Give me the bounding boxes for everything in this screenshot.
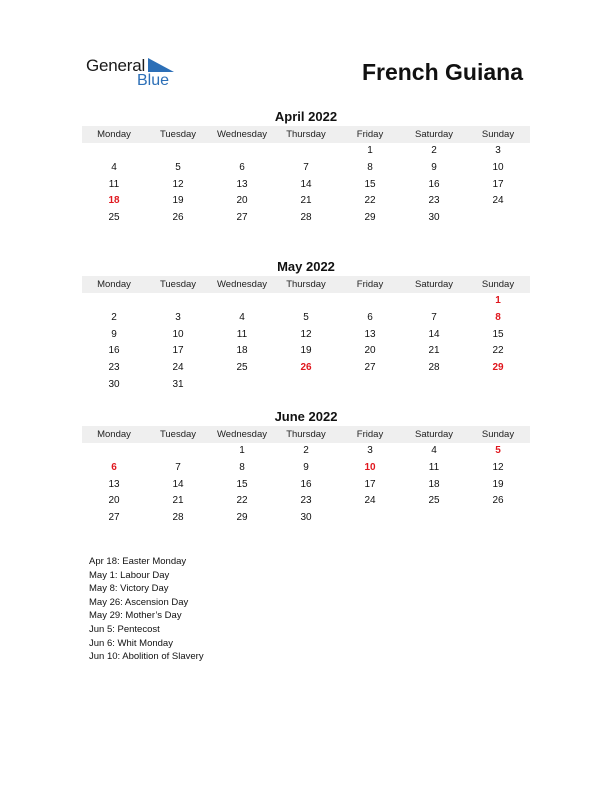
- week-row: [82, 143, 530, 160]
- day-cell: 11: [428, 461, 440, 473]
- week-row: [82, 310, 530, 327]
- weekday-header: Sunday: [481, 429, 515, 440]
- weekday-header: Monday: [97, 429, 131, 440]
- weekday-header: Tuesday: [159, 279, 197, 290]
- day-cell: 7: [175, 461, 181, 473]
- holiday-day-cell: 6: [111, 461, 117, 473]
- weekday-header: Monday: [97, 129, 131, 140]
- holiday-list: [89, 555, 204, 664]
- day-cell: 21: [300, 195, 312, 207]
- week-row: [82, 377, 530, 394]
- day-cell: 6: [367, 311, 373, 323]
- week-row: [82, 360, 530, 377]
- day-cell: 1: [239, 445, 245, 456]
- day-cell: [402, 510, 466, 527]
- week-row: [82, 177, 530, 194]
- day-cell: 4: [239, 311, 245, 323]
- day-cell: 7: [431, 311, 437, 323]
- day-cell: 30: [300, 512, 312, 524]
- day-cell: [146, 293, 210, 310]
- week-row: [82, 327, 530, 344]
- day-cell: 15: [236, 478, 248, 490]
- day-cell: 19: [492, 478, 504, 490]
- day-cell: [210, 143, 274, 160]
- week-row: [82, 193, 530, 210]
- day-cell: 3: [175, 311, 181, 323]
- day-cell: [402, 293, 466, 310]
- day-cell: 31: [172, 378, 184, 390]
- day-cell: 22: [236, 495, 248, 507]
- weekday-header: Thursday: [286, 279, 326, 290]
- weekday-header-row: [82, 426, 530, 443]
- day-cell: 19: [300, 345, 312, 357]
- day-cell: 28: [428, 362, 440, 374]
- day-cell: [338, 377, 402, 394]
- day-cell: 24: [492, 195, 504, 207]
- day-cell: 5: [175, 161, 181, 173]
- day-cell: 3: [367, 445, 373, 456]
- day-cell: [466, 377, 530, 394]
- day-cell: 9: [111, 328, 117, 340]
- logo: [86, 56, 186, 92]
- day-cell: [82, 293, 146, 310]
- week-row: [82, 160, 530, 177]
- day-cell: 27: [236, 212, 248, 224]
- day-cell: [210, 377, 274, 394]
- day-cell: 25: [236, 362, 248, 374]
- day-cell: 22: [492, 345, 504, 357]
- day-cell: 13: [236, 178, 248, 190]
- week-row: [82, 477, 530, 494]
- day-cell: 7: [303, 161, 309, 173]
- holiday-day-cell: 26: [300, 362, 312, 374]
- day-cell: 2: [431, 145, 437, 156]
- day-cell: 30: [428, 212, 440, 224]
- weekday-header: Thursday: [286, 429, 326, 440]
- weekday-header: Thursday: [286, 129, 326, 140]
- day-cell: 28: [172, 512, 184, 524]
- day-cell: 4: [431, 445, 437, 456]
- weekday-header-row: [82, 276, 530, 293]
- day-cell: 1: [367, 145, 373, 156]
- day-cell: 5: [303, 311, 309, 323]
- day-cell: 21: [172, 495, 184, 507]
- day-cell: [402, 377, 466, 394]
- week-row: [82, 493, 530, 510]
- day-cell: 22: [364, 195, 376, 207]
- day-cell: 6: [239, 161, 245, 173]
- day-cell: 23: [300, 495, 312, 507]
- day-cell: [82, 443, 146, 460]
- month-block: [82, 408, 530, 527]
- day-cell: 24: [364, 495, 376, 507]
- country-title: French Guiana: [361, 59, 523, 85]
- day-cell: 17: [172, 345, 184, 357]
- day-cell: [466, 510, 530, 527]
- day-cell: 29: [236, 512, 248, 524]
- day-cell: [82, 143, 146, 160]
- day-cell: 17: [364, 478, 376, 490]
- day-cell: 15: [364, 178, 376, 190]
- weekday-header: Wednesday: [217, 129, 267, 140]
- day-cell: 8: [239, 461, 245, 473]
- day-cell: 28: [300, 212, 312, 224]
- day-cell: 27: [108, 512, 120, 524]
- day-cell: 12: [172, 178, 184, 190]
- holiday-list-item: Apr 18: Easter Monday: [89, 556, 187, 567]
- day-cell: 17: [492, 178, 504, 190]
- week-row: [82, 210, 530, 227]
- weekday-header: Tuesday: [159, 429, 197, 440]
- day-cell: 15: [492, 328, 504, 340]
- week-row: [82, 343, 530, 360]
- weekday-header: Wednesday: [217, 429, 267, 440]
- day-cell: 23: [108, 362, 120, 374]
- day-cell: 18: [428, 478, 440, 490]
- day-cell: 2: [303, 445, 309, 456]
- weekday-header: Friday: [356, 429, 384, 440]
- week-row: [82, 510, 530, 527]
- day-cell: 2: [111, 311, 117, 323]
- day-cell: 14: [172, 478, 184, 490]
- day-cell: 11: [108, 178, 120, 190]
- holiday-list-item: May 8: Victory Day: [89, 583, 169, 595]
- day-cell: 13: [108, 478, 120, 490]
- day-cell: 23: [428, 195, 440, 207]
- day-cell: 27: [364, 362, 376, 374]
- day-cell: 19: [172, 195, 184, 207]
- weekday-header: Sunday: [481, 129, 515, 140]
- day-cell: [338, 510, 402, 527]
- weekday-header-row: [82, 126, 530, 143]
- weekday-header: Friday: [356, 279, 384, 290]
- holiday-day-cell: 18: [108, 195, 120, 207]
- day-cell: [146, 443, 210, 460]
- weekday-header: Tuesday: [159, 129, 197, 140]
- day-cell: 12: [492, 461, 504, 473]
- day-cell: 30: [108, 378, 120, 390]
- day-cell: 10: [172, 328, 184, 340]
- holiday-day-cell: 1: [495, 295, 501, 306]
- day-cell: 16: [108, 345, 120, 357]
- day-cell: [146, 143, 210, 160]
- weekday-header: Wednesday: [217, 279, 267, 290]
- day-cell: [274, 293, 338, 310]
- day-cell: 10: [492, 161, 504, 173]
- holiday-list-item: May 29: Mother’s Day: [89, 610, 182, 622]
- holiday-list-item: May 26: Ascension Day: [89, 596, 189, 608]
- weekday-header: Saturday: [414, 429, 454, 440]
- day-cell: 26: [172, 212, 184, 224]
- day-cell: 12: [300, 328, 312, 340]
- weekday-header: Saturday: [414, 279, 454, 290]
- holiday-day-cell: 29: [492, 362, 504, 374]
- day-cell: 13: [364, 328, 376, 340]
- day-cell: 25: [428, 495, 440, 507]
- weekday-header: Sunday: [481, 279, 515, 290]
- holiday-list-item: May 1: Labour Day: [89, 569, 170, 581]
- month-title: April 2022: [274, 109, 338, 124]
- week-row: [82, 293, 530, 310]
- weekday-header: Saturday: [414, 129, 454, 140]
- logo-text-blue: Blue: [137, 72, 170, 89]
- month-block: [82, 258, 530, 394]
- day-cell: 20: [108, 495, 120, 507]
- day-cell: 25: [108, 212, 120, 224]
- day-cell: [338, 293, 402, 310]
- day-cell: [274, 143, 338, 160]
- day-cell: 3: [495, 145, 501, 156]
- day-cell: 29: [364, 212, 376, 224]
- day-cell: 14: [428, 328, 440, 340]
- day-cell: 21: [428, 345, 440, 357]
- day-cell: 18: [236, 345, 248, 357]
- week-row: [82, 460, 530, 477]
- weekday-header: Monday: [97, 279, 131, 290]
- day-cell: 26: [492, 495, 504, 507]
- day-cell: 14: [300, 178, 312, 190]
- month-title: May 2022: [277, 259, 335, 274]
- day-cell: 20: [364, 345, 376, 357]
- day-cell: [274, 377, 338, 394]
- day-cell: [210, 293, 274, 310]
- day-cell: 24: [172, 362, 184, 374]
- holiday-day-cell: 8: [495, 311, 501, 323]
- holiday-day-cell: 10: [364, 461, 376, 473]
- day-cell: [466, 210, 530, 227]
- month-title: June 2022: [274, 409, 338, 424]
- holiday-list-item: Jun 10: Abolition of Slavery: [89, 651, 204, 663]
- holiday-day-cell: 5: [495, 445, 501, 456]
- day-cell: 4: [111, 161, 117, 173]
- month-block: [82, 108, 530, 227]
- day-cell: 20: [236, 195, 248, 207]
- logo-text-general: General: [86, 56, 146, 75]
- day-cell: 8: [367, 161, 373, 173]
- weekday-header: Friday: [356, 129, 384, 140]
- day-cell: 11: [236, 328, 248, 340]
- holiday-list-item: Jun 5: Pentecost: [89, 623, 160, 635]
- holiday-list-item: Jun 6: Whit Monday: [89, 637, 173, 649]
- week-row: [82, 443, 530, 460]
- day-cell: 16: [428, 178, 440, 190]
- day-cell: 9: [303, 461, 309, 473]
- day-cell: 9: [431, 161, 437, 173]
- day-cell: 16: [300, 478, 312, 490]
